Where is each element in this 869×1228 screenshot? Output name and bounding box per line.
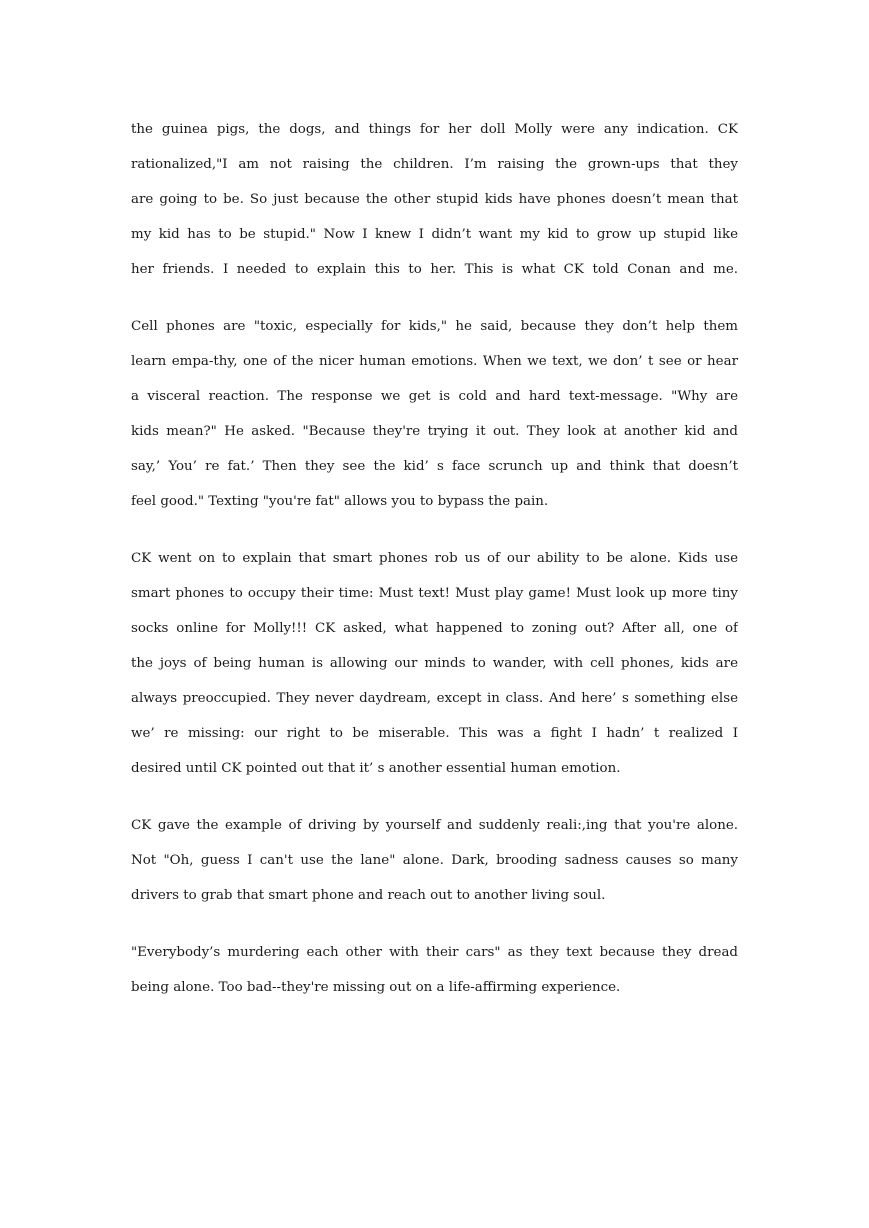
text-line: CK went on to explain that smart phones rob us of our ability to be alone. Kids use: [131, 551, 738, 566]
text-line: are going to be. So just because the other stupid kids have phones doesn’t mean that: [131, 192, 738, 207]
text-line: say,’ You’ re fat.’ Then they see the kid’ s face scrunch up and think that doesn’t: [131, 459, 738, 474]
text-line: the guinea pigs, the dogs, and things for her doll Molly were any indication. CK: [131, 122, 738, 137]
paragraph-4: [131, 808, 738, 913]
text-line: desired until CK pointed out that it’ s another essential human emotion.: [131, 761, 621, 776]
text-line: smart phones to occupy their time: Must text! Must play game! Must look up more tiny: [131, 586, 738, 601]
paragraph-3: [131, 541, 738, 786]
text-line: Not "Oh, guess I can't use the lane" alone. Dark, brooding sadness causes so many: [131, 853, 738, 868]
text-line: a visceral reaction. The response we get is cold and hard text-message. "Why are: [131, 389, 738, 404]
text-line: CK gave the example of driving by yourself and suddenly reali:,ing that you're alone.: [131, 818, 738, 833]
text-line: feel good." Texting "you're fat" allows you to bypass the pain.: [131, 494, 549, 509]
text-line: learn empa-thy, one of the nicer human emotions. When we text, we don’ t see or hear: [131, 354, 738, 369]
text-line: drivers to grab that smart phone and reach out to another living soul.: [131, 888, 606, 903]
text-line: we’ re missing: our right to be miserable. This was a fight I hadn’ t realized I: [131, 726, 738, 741]
text-line: "Everybody’s murdering each other with their cars" as they text because they dread: [131, 945, 738, 960]
text-line: kids mean?" He asked. "Because they're trying it out. They look at another kid and: [131, 424, 738, 439]
text-line: her friends. I needed to explain this to her. This is what CK told Conan and me.: [131, 262, 738, 277]
paragraph-2: [131, 309, 738, 519]
text-line: rationalized,"I am not raising the children. I’m raising the grown-ups that they: [131, 157, 738, 172]
text-line: the joys of being human is allowing our minds to wander, with cell phones, kids are: [131, 656, 738, 671]
text-line: Cell phones are "toxic, especially for kids," he said, because they don’t help them: [131, 319, 738, 334]
text-line: being alone. Too bad--they're missing out on a life-affirming experience.: [131, 980, 621, 995]
text-line: socks online for Molly!!! CK asked, what happened to zoning out? After all, one of: [131, 621, 738, 636]
paragraph-5: [131, 935, 738, 1005]
body-text: [131, 112, 738, 1027]
paragraph-1: [131, 112, 738, 287]
text-line: my kid has to be stupid." Now I knew I didn’t want my kid to grow up stupid like: [131, 227, 738, 242]
text-line: always preoccupied. They never daydream, except in class. And here’ s something else: [131, 691, 738, 706]
